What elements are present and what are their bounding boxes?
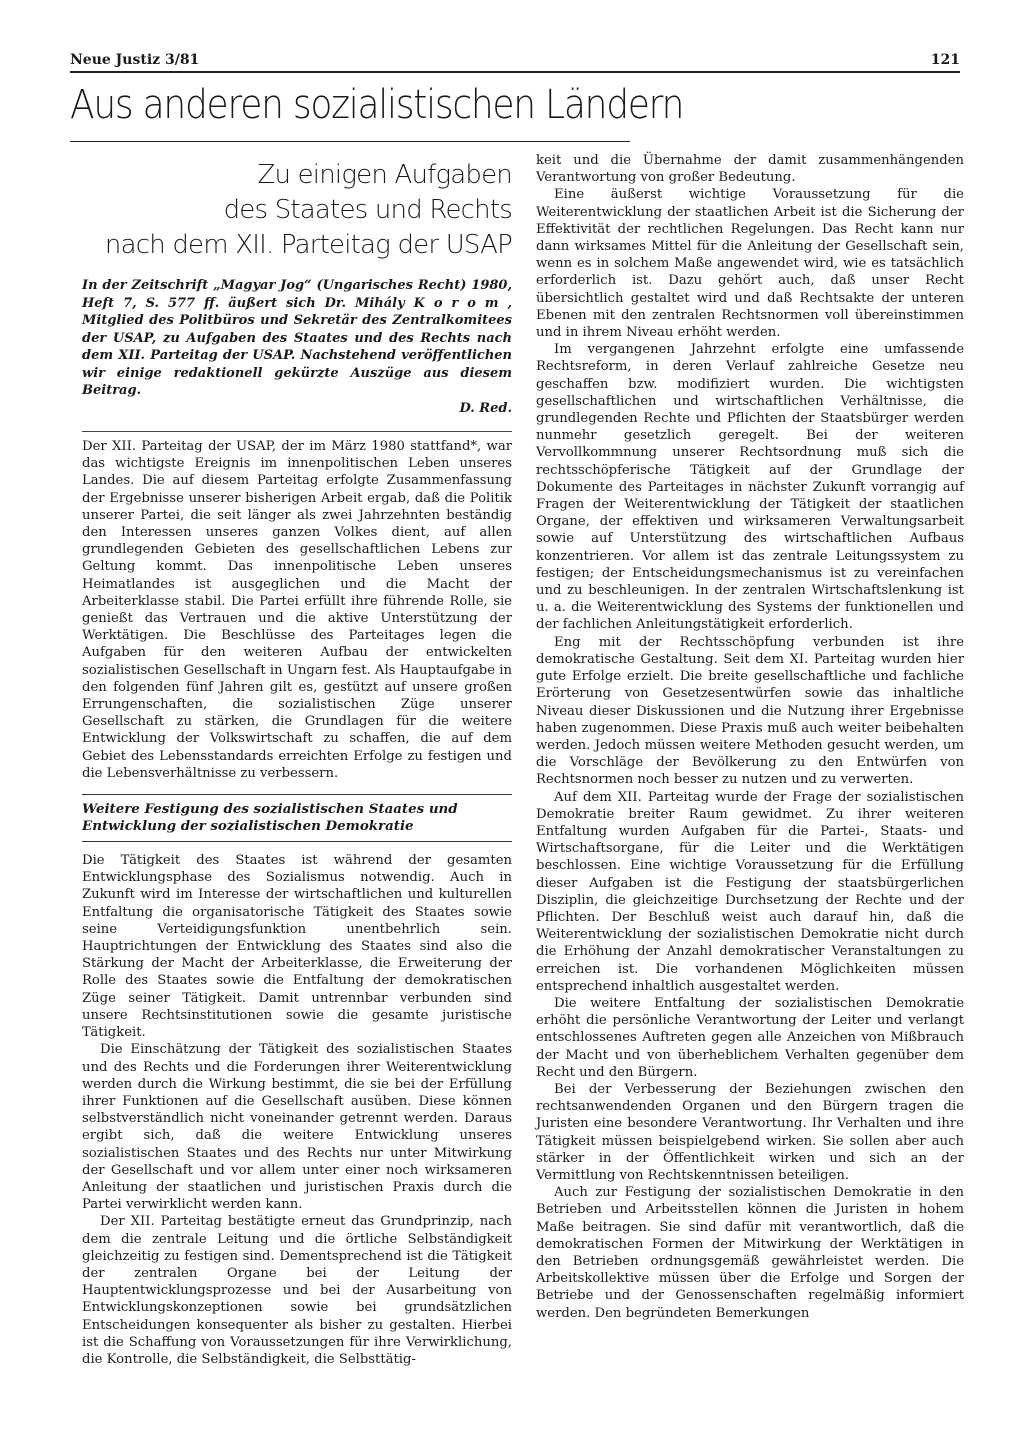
subheading: Weitere Festigung des sozialistischen Staates und Entwicklung der sozialistischen Demokratie: [82, 794, 512, 842]
paragraph: Der XII. Parteitag der USAP, der im März 1980 stattfand*, war das wichtigste Ereignis im innenpolitischen Leben unseres Landes. Die auf diesem Parteitag erfolgte Zusammenfassung der Ergebnisse unserer bisherigen Arbeit ergab, daß die Politik unserer Partei, die seit länger als zwei Jahrzehnten beständig den Interessen unseres ganzen Volkes dient, auf allen grundlegenden Gebieten des gesellschaftlichen Lebens zur Geltung kommt. Das innenpolitische Leben unseres Heimatlandes ist ausgeglichen und die Macht der Arbeiterklasse stabil. Die Partei erfüllt ihre führende Rolle, sie genießt das Vertrauen und die aktive Unterstützung der Werktätigen. Die Beschlüsse des Parteitages legen die Aufgaben für den weiteren Aufbau der entwickelten sozialistischen Gesellschaft in Ungarn fest. Als Hauptaufgabe in den folgenden fünf Jahren gilt es, gestützt auf unsere großen Errungenschaften, die sozialistischen Züge unserer Gesellschaft zu stärken, die Grundlagen für die weitere Entwicklung der Volkswirtschaft zu schaffen, die auf dem Gebiet des Lebensstandards erreichten Erfolge zu festigen und die Lebensverhältnisse zu verbessern.: [82, 439, 512, 781]
left-column: [82, 158, 512, 1368]
article-title-line: Zu einigen Aufgaben: [257, 160, 512, 190]
paragraph: Die Einschätzung der Tätigkeit des sozialistischen Staates und des Rechts und die Forderungen ihrer Weiterentwicklung werden durch die Wirkung bestimmt, die sie bei der Erfüllung ihrer Funktionen auf die Gesellschaft ausüben. Diese können selbstverständlich nicht voneinander getrennt werden. Daraus ergibt sich, daß die weitere Entwicklung unseres sozialistischen Staates und des Rechts nur unter Mitwirkung der Gesellschaft und vor allem unter einer noch wirksameren Anleitung der staatlichen und juristischen Praxis durch die Partei verwirklicht werden kann.: [82, 1042, 512, 1213]
editorial-intro: In der Zeitschrift „Magyar Jog“ (Ungarisches Recht) 1980, Heft 7, S. 577 ff. äußert sich Dr. Mihály K o r o m , Mitglied des Politbüros und Sekretär des Zentralkomitees der USAP, zu Aufgaben des Staates und des Rechts nach dem XII. Parteitag der USAP. Nachstehend veröffentlichen wir einige redaktionell gekürzte Auszüge aus diesem Beitrag.: [82, 278, 512, 398]
paragraph: Auf dem XII. Parteitag wurde der Frage der sozialistischen Demokratie breiter Raum gewidmet. Zu ihrer weiteren Entfaltung wurden Aufgaben für die Partei-, Staats- und Wirtschaftsorgane, für die Leiter und die Werktätigen beschlossen. Eine wichtige Voraussetzung für die Erfüllung dieser Aufgaben ist die Festigung der staatsbürgerlichen Disziplin, die gleichzeitige Durchsetzung der Rechte und der Pflichten. Der Beschluß weist auch darauf hin, daß die Weiterentwicklung der sozialistischen Demokratie nicht durch die Erhöhung der Anzahl demokratischer Veranstaltungen zu erreichen ist. Die vorhandenen Möglichkeiten müssen entsprechend inhaltlich ausgestaltet werden.: [536, 789, 964, 994]
article-title-line: nach dem XII. Parteitag der USAP: [104, 230, 512, 260]
paragraph: Bei der Verbesserung der Beziehungen zwischen den rechtsanwendenden Organen und den Bürgern tragen die Juristen eine besondere Verantwortung. Ihr Verhalten und ihre Tätigkeit müssen beispielgebend wirken. Sie sollen aber auch stärker in der Öffentlichkeit wirken und sich an der Vermittlung von Rechtskenntnissen beteiligen.: [536, 1081, 964, 1183]
editorial-signature: D. Red.: [459, 400, 512, 416]
section-title-rule: [70, 141, 630, 142]
right-column: [536, 152, 964, 1322]
header-rule: [70, 71, 960, 73]
paragraph: Im vergangenen Jahrzehnt erfolgte eine umfassende Rechtsreform, in deren Verlauf zahlreiche Gesetze neu geschaffen bzw. modifiziert wurden. Die wichtigsten gesellschaftlichen und wirtschaftlichen Verhältnisse, die grundlegenden Rechte und Pflichten der Staatsbürger werden nunmehr gesetzlich geregelt. Bei der weiteren Vervollkommnung unserer Rechtsordnung muß sich die rechtsschöpferische Tätigkeit auf der Grundlage der Dokumente des Parteitages in nächster Zukunft vorrangig auf Fragen der Weiterentwicklung der Tätigkeit der staatlichen Organe, der effektiven und wirksameren Verwaltungsarbeit sowie auf Unterstützung des wirtschaftlichen Aufbaus konzentrieren. Vor allem ist das zentrale Leitungssystem zu festigen; der Entscheidungsmechanismus ist zu vereinfachen und zu beschleunigen. In der zentralen Wirtschaftslenkung ist u. a. die Weiterentwicklung des Systems der funktionellen und der fachlichen Anleitungstätigkeit erforderlich.: [536, 342, 964, 633]
paragraph: Eng mit der Rechtsschöpfung verbunden ist ihre demokratische Gestaltung. Seit dem XI. Parteitag wurden hier gute Erfolge erzielt. Die breite gesellschaftliche und fachliche Erörterung von Gesetzesentwürfen sowie das inhaltliche Niveau dieser Diskussionen und die Nutzung ihrer Ergebnisse haben zugenommen. Diese Praxis muß auch weiter beibehalten werden. Jedoch müssen weitere Methoden gesucht werden, um die Vorschläge der Bevölkerung zu den Entwürfen von Rechtsnormen noch besser zu nutzen und zu verwerten.: [536, 634, 964, 788]
paragraph: Der XII. Parteitag bestätigte erneut das Grundprinzip, nach dem die zentrale Leitung und die örtliche Selbständigkeit gleichzeitig zu festigen sind. Dementsprechend ist die Tätigkeit der zentralen Organe bei der Leitung der Hauptentwicklungsprozesse und bei der Ausarbeitung von Entwicklungskonzeptionen sowie bei grundsätzlichen Entscheidungen konsequenter als bisher zu gestalten. Hierbei ist die Schaffung von Voraussetzungen für ihre Verwirklichung, die Kontrolle, die Selbständigkeit, die Selbsttätig-: [82, 1214, 512, 1367]
running-head: [70, 52, 960, 68]
article-title: [82, 158, 512, 263]
section-title: Aus anderen sozialistischen Ländern: [70, 82, 684, 128]
paragraph: keit und die Übernahme der damit zusammenhängenden Verantwortung von großer Bedeutung.: [536, 153, 964, 186]
paragraph: Die Tätigkeit des Staates ist während der gesamten Entwicklungsphase des Sozialismus notwendig. Auch in Zukunft wird im Interesse der wirtschaftlichen und kulturellen Entfaltung die organisatorische Tätigkeit des Staates sowie seine Verteidigungsfunktion unentbehrlich sein. Hauptrichtungen der Entwicklung des Staates sind also die Stärkung der Macht der Arbeiterklasse, die Erweiterung der Rolle des Staates sowie die Entfaltung der demokratischen Züge seiner Tätigkeit. Damit untrennbar verbunden sind unsere Rechtsinstitutionen sowie die gesamte juristische Tätigkeit.: [82, 853, 512, 1041]
journal-issue: Neue Justiz 3/81: [70, 52, 200, 68]
intro-rule: [82, 431, 512, 432]
page-number: 121: [930, 52, 960, 68]
article-title-line: des Staates und Rechts: [223, 195, 512, 225]
paragraph: Die weitere Entfaltung der sozialistischen Demokratie erhöht die persönliche Verantwortung der Leiter und verlangt entschlossenes Auftreten gegen alle Anzeichen von Mißbrauch der Macht und von überheblichem Verhalten gegenüber dem Recht und den Bürgern.: [536, 995, 964, 1080]
paragraph: Auch zur Festigung der sozialistischen Demokratie in den Betrieben und Arbeitsstellen können die Juristen in hohem Maße beitragen. Sie sind dafür mit verantwortlich, daß die demokratischen Formen der Mitwirkung der Werktätigen in den Betrieben ordnungsgemäß gewährleistet werden. Die Arbeitskollektive müssen über die Erfolge und Sorgen der Betriebe und der Genossenschaften regelmäßig informiert werden. Den begründeten Bemerkungen: [536, 1185, 964, 1321]
paragraph: Eine äußerst wichtige Voraussetzung für die Weiterentwicklung der staatlichen Arbeit ist die Sicherung der Effektivität der rechtlichen Regelungen. Das Recht kann nur dann wirksames Mittel für die Anleitung der Gesellschaft sein, wenn es in solchem Maße angewendet wird, wie es tatsächlich erforderlich ist. Dazu gehört auch, daß unser Recht übersichtlich gestaltet wird und daß Rechtsakte der unteren Ebenen mit den zentralen Rechtsnormen voll übereinstimmen und in ihrem Niveau erhöht werden.: [536, 187, 964, 341]
